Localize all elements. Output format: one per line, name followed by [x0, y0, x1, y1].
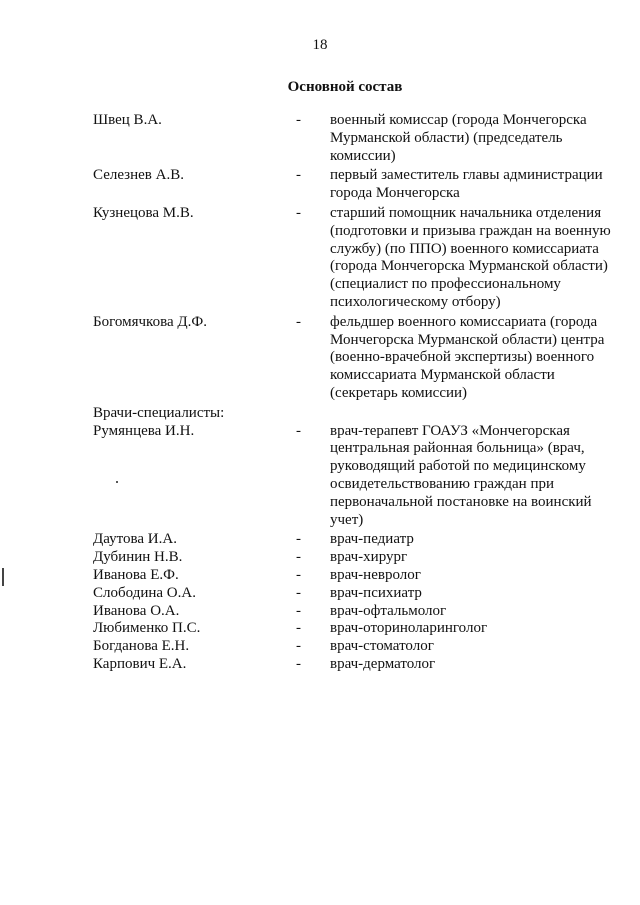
separator-dash: -	[296, 422, 301, 439]
separator-dash: -	[296, 313, 301, 330]
member-row	[93, 167, 633, 203]
specialist-row	[93, 638, 633, 656]
specialist-role: врач-невролог	[330, 566, 421, 583]
specialist-row	[93, 603, 633, 621]
separator-dash: -	[296, 655, 301, 672]
specialist-name: Румянцева И.Н.	[93, 422, 195, 439]
specialist-role: врач-психиатр	[330, 584, 422, 601]
separator-dash: -	[296, 549, 301, 566]
specialist-role: врач-педиатр	[330, 531, 414, 548]
member-name: Богомячкова Д.Ф.	[93, 313, 207, 330]
specialist-name: Богданова Е.Н.	[93, 638, 190, 655]
specialist-role: врач-офтальмолог	[330, 602, 447, 619]
specialist-row	[93, 656, 633, 674]
member-row	[93, 112, 633, 165]
specialist-role: врач-стоматолог	[330, 638, 434, 655]
specialist-row	[93, 531, 633, 549]
specialist-name: Карпович Е.А.	[93, 655, 187, 672]
specialist-role: врач-хирург	[330, 549, 408, 566]
commission-members-list	[93, 112, 633, 674]
member-name: Кузнецова М.В.	[93, 204, 194, 221]
member-name: Селезнев А.В.	[93, 167, 184, 184]
specialist-row	[93, 567, 633, 585]
member-role: старший помощник начальника отделения (подготовки и призыва граждан на военную службу) (по ППО) военного комиссариата (города Мончегорска Мурманской области) (специалист по профессиональному психологическому отбору)	[330, 204, 611, 310]
specialist-name: Иванова О.А.	[93, 602, 180, 619]
specialists-heading: Врачи-специалисты:	[93, 404, 225, 421]
separator-dash: -	[296, 566, 301, 583]
separator-dash: -	[296, 602, 301, 619]
separator-dash: -	[296, 112, 301, 128]
specialist-name: Иванова Е.Ф.	[93, 566, 179, 583]
specialist-row	[93, 423, 633, 530]
specialist-name: Дубинин Н.В.	[93, 549, 183, 566]
member-row	[93, 205, 633, 312]
separator-dash: -	[296, 584, 301, 601]
specialist-role: врач-оториноларинголог	[330, 620, 488, 637]
specialist-row	[93, 620, 633, 638]
member-role: фельдшер военного комиссариата (города Мончегорска Мурманской области) центра (военно-врачебной экспертизы) военного комиссариата Мурманской области (секретарь комиссии)	[330, 313, 605, 401]
specialist-role: врач-дерматолог	[330, 655, 436, 672]
specialist-name: Слободина О.А.	[93, 584, 196, 601]
specialist-role: врач-терапевт ГОАУЗ «Мончегорская центральная районная больница» (врач, руководящий работой по медицинскому освидетельствованию граждан при первоначальной постановке на воинский учет)	[330, 422, 592, 528]
specialist-name: Любименко П.С.	[93, 620, 201, 637]
member-row	[93, 314, 633, 403]
member-name: Швец В.А.	[93, 112, 162, 128]
specialist-name: Даутова И.А.	[93, 531, 177, 548]
separator-dash: -	[296, 620, 301, 637]
member-role: первый заместитель главы администрации города Мончегорска	[330, 167, 603, 202]
separator-dash: -	[296, 638, 301, 655]
section-title: Основной состав	[287, 79, 403, 95]
separator-dash: -	[296, 167, 301, 184]
scan-margin-mark	[2, 568, 4, 586]
specialist-row	[93, 549, 633, 567]
specialist-row	[93, 585, 633, 603]
page-number: 18	[312, 37, 328, 53]
member-role: военный комиссар (города Мончегорска Мурманской области) (председатель комиссии)	[330, 112, 587, 164]
separator-dash: -	[296, 204, 301, 221]
separator-dash: -	[296, 531, 301, 548]
scan-speck	[116, 481, 118, 483]
